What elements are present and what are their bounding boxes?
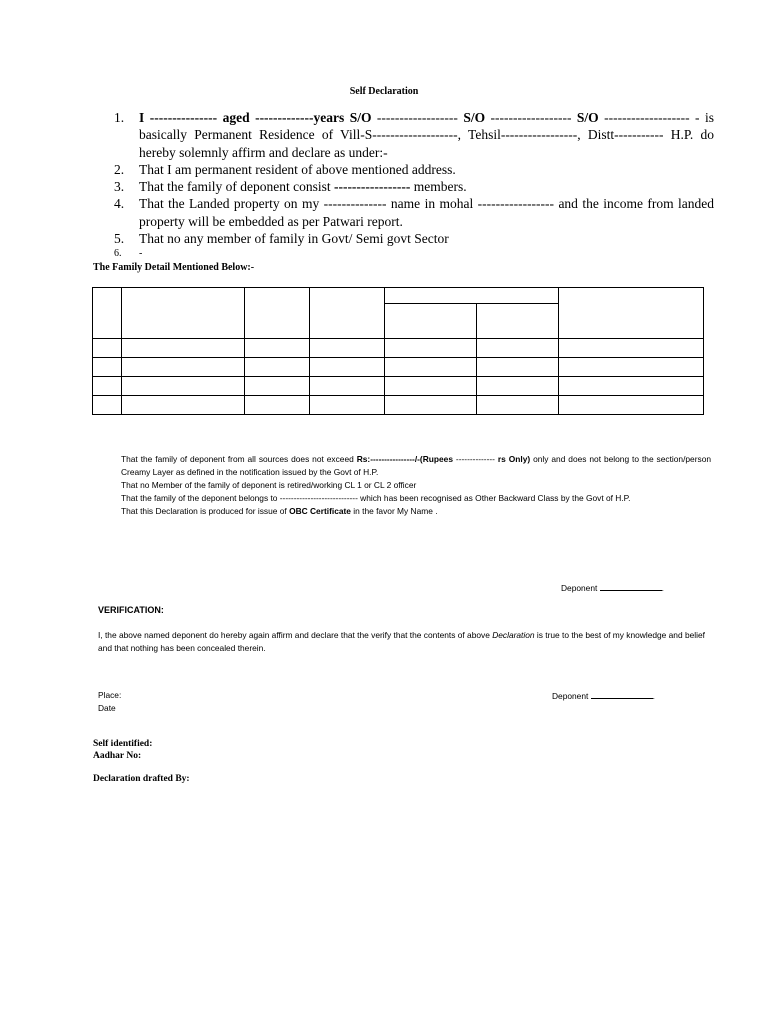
item-text: That no any member of family in Govt/ Semi govt Sector — [139, 231, 449, 247]
item-text: That I am permanent resident of above mentioned address. — [139, 161, 456, 177]
place-label: Place: — [98, 690, 122, 700]
date-label: Date — [98, 703, 116, 713]
paragraph-text: -------------- — [452, 454, 498, 464]
deponent-label: Deponent — [561, 583, 598, 593]
item-number: 2. — [114, 161, 125, 177]
declaration-paragraph — [121, 505, 711, 518]
declaration-item — [114, 161, 714, 178]
declaration-paragraph — [121, 492, 711, 505]
item-number: 5. — [114, 231, 125, 247]
declaration-paragraph — [121, 479, 711, 492]
item-text: members. — [410, 179, 467, 195]
item-text: -------------years S/O — [249, 110, 372, 125]
item-text: - — [139, 248, 143, 260]
table-header-cell — [310, 288, 385, 339]
verification-title: VERIFICATION: — [98, 605, 164, 615]
paragraph-text: That the family of deponent from all sources does not exceed — [121, 454, 357, 464]
item-text: S/O — [463, 110, 486, 125]
item-text: ------------------ — [485, 110, 577, 125]
table-row — [93, 358, 704, 377]
table-header-cell — [245, 288, 310, 339]
table-header-cell — [122, 288, 245, 339]
table-row — [93, 339, 704, 358]
table-header-cell — [385, 288, 559, 304]
verification-text-part: I, the above named deponent do hereby again affirm and declare that the verify that the contents of above — [98, 630, 493, 640]
document-title: Self Declaration — [349, 86, 419, 97]
paragraph-text: That this Declaration is produced for issue of — [121, 506, 290, 516]
declaration-item — [114, 247, 714, 261]
item-text: ------------------- - is basically Permanent Residence of Vill-S-------------------, Tehsil-----------------, Distt----------- H.P. do hereby solemnly affirm and declare as under:- — [139, 110, 714, 160]
declaration-item — [114, 178, 714, 195]
item-number: 4. — [114, 196, 125, 212]
item-text: That the Landed property on my -------------- name in mohal ----------------- and the income from landed property will be embedded as per Patwari report. — [139, 196, 714, 229]
item-number: 1. — [114, 110, 125, 125]
declaration-paragraphs — [121, 453, 711, 518]
family-detail-heading: The Family Detail Mentioned Below:- — [93, 262, 255, 273]
item-text: ----------------- — [333, 179, 411, 195]
deponent-signature-1: Deponent . — [561, 583, 664, 593]
item-text: I --------------- — [139, 110, 223, 125]
paragraph-text: That the family of the deponent belongs to ---------------------------- which has been recognised as Other Backward Class by the Govt of H.P. — [121, 493, 631, 503]
item-text: S/O — [576, 110, 599, 125]
paragraph-text: OBC Certificate — [289, 506, 351, 516]
verification-text-part: Declaration — [492, 630, 535, 640]
declaration-list — [114, 109, 714, 261]
item-number: 6. — [114, 248, 122, 260]
table-subheader-cell — [385, 304, 477, 339]
drafted-by-label: Declaration drafted By: — [93, 774, 190, 784]
paragraph-text: only and does not belong to the section/person Creamy Layer as defined in the notification issued by the Govt of H.P. — [121, 454, 712, 477]
self-identified-label: Self identified: — [93, 739, 153, 749]
table-header-cell — [93, 288, 122, 339]
item-number: 3. — [114, 179, 125, 195]
verification-text-part: is true to the best of my knowledge and belief and that nothing has been concealed therein. — [98, 630, 705, 653]
paragraph-text: in the favor My Name . — [350, 506, 438, 516]
family-detail-table — [92, 287, 704, 415]
verification-text — [98, 629, 712, 654]
paragraph-text: Rs:----------------/-(Rupees — [356, 454, 453, 464]
table-header-cell — [559, 288, 704, 339]
declaration-item — [114, 109, 714, 161]
deponent-label: Deponent — [552, 691, 589, 701]
table-row — [93, 396, 704, 415]
table-subheader-cell — [477, 304, 559, 339]
declaration-paragraph — [121, 453, 711, 479]
declaration-item — [114, 230, 714, 247]
table-row — [93, 377, 704, 396]
item-text: That the family of deponent consist — [139, 179, 334, 195]
paragraph-text: rs Only) — [497, 454, 531, 464]
paragraph-text: That no Member of the family of deponent is retired/working CL 1 or CL 2 officer — [121, 480, 417, 490]
aadhar-label: Aadhar No: — [93, 751, 142, 761]
item-text: aged — [222, 110, 250, 125]
declaration-item — [114, 195, 714, 230]
item-text: ------------------ — [371, 110, 464, 125]
deponent-signature-2: Deponent . — [552, 691, 655, 701]
